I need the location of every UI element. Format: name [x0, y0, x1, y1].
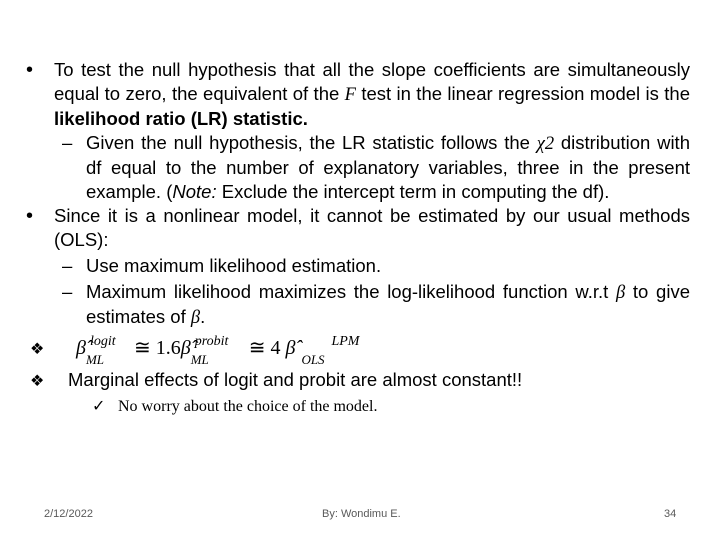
bullet-nonlinear [26, 204, 690, 252]
bold-term: likelihood ratio (LR) statistic. [54, 108, 308, 129]
text: Marginal effects of logit and probit are almost constant!! [68, 369, 523, 390]
footer-date: 2/12/2022 [44, 508, 93, 520]
beta-hat: β̂ [76, 337, 86, 359]
beta-symbol: β [190, 308, 201, 328]
footer-author: By: Wondimu E. [322, 508, 401, 520]
probit-scripts [190, 334, 249, 367]
sub-bullet-mle [26, 254, 690, 278]
dash-marker: – [62, 281, 73, 302]
bullet-lr-test [26, 58, 690, 131]
footer-page-number: 34 [664, 508, 677, 520]
dash-marker: – [62, 255, 73, 276]
beta-symbol: β [616, 283, 626, 303]
dash-marker: – [62, 132, 73, 153]
ml-sub: ML [85, 352, 105, 367]
text: distribution with df equal to the number of explanatory variables, three in the present example. ( [86, 132, 690, 202]
text: Since it is a nonlinear model, it cannot be estimated by our usual methods (OLS): [54, 205, 690, 250]
slide-body [26, 58, 690, 418]
text: No worry about the choice of the model. [118, 398, 378, 415]
logit-sup: logit [89, 334, 116, 349]
approx-1: ≅ 1.6 [133, 337, 181, 359]
probit-sup: probit [194, 334, 229, 349]
text: Given the null hypothesis, the LR statistic follows the [86, 132, 537, 153]
text: to give estimates of [86, 281, 690, 327]
ml-sub: ML [190, 352, 209, 367]
no-worry-line [26, 396, 690, 418]
note-label: Note: [172, 181, 217, 202]
bullet-dot: • [26, 59, 34, 81]
beta-hat: β̂ [180, 337, 191, 359]
sub-bullet-loglik [26, 280, 690, 330]
text: Use maximum likelihood estimation. [86, 255, 382, 276]
ols-sub: OLS [301, 352, 325, 367]
lpm-scripts [295, 334, 360, 367]
sub-bullet-chi2 [26, 131, 690, 204]
logit-scripts [85, 334, 134, 367]
approx-2: ≅ 4 [248, 337, 281, 359]
diamond-bullet-icon: ❖ [30, 341, 45, 358]
equation-line [26, 336, 690, 366]
lpm-sup: LPM [331, 334, 360, 349]
diamond-bullet-icon: ❖ [30, 373, 45, 390]
equation [76, 334, 360, 367]
chi-symbol: χ2 [536, 134, 555, 154]
marginal-effects-line [26, 368, 690, 392]
text: test in the linear regression model is the [355, 83, 690, 104]
text: . [200, 306, 206, 327]
checkmark-icon: ✓ [92, 398, 106, 415]
text: To test the null hypothesis that all the slope coefficients are simultaneously equal to zero, the equivalent of the [54, 59, 690, 104]
bullet-dot: • [26, 205, 34, 227]
f-symbol: F [344, 85, 356, 105]
text: Maximum likelihood maximizes the log-likelihood function w.r.t [86, 281, 616, 302]
text: Exclude the intercept term in computing the df). [216, 181, 610, 202]
beta-hat: β̂ [285, 337, 296, 359]
